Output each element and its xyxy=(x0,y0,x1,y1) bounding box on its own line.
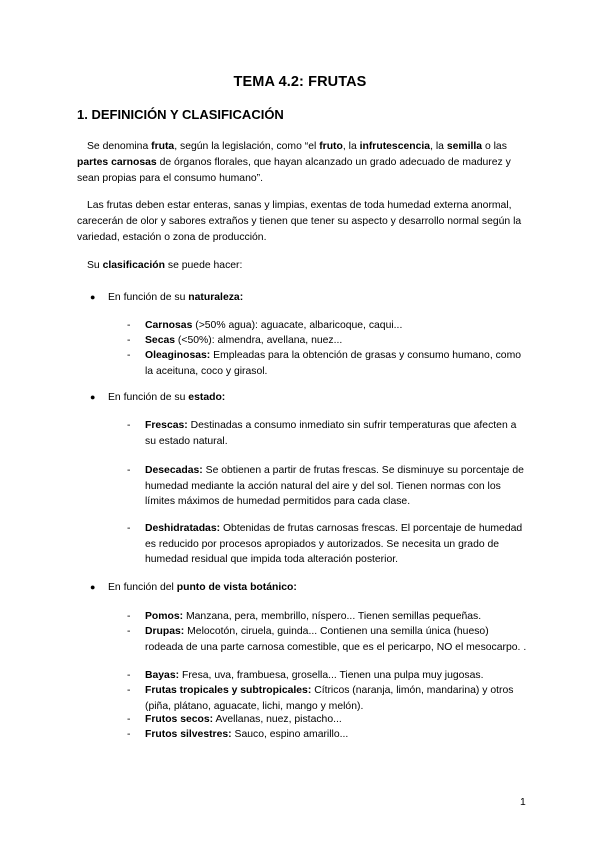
bullet-icon: ● xyxy=(90,392,96,402)
list-item: - Oleaginosas: Empleadas para la obtención de grasas y consumo humano, como la aceituna, coco y girasol. xyxy=(127,350,522,377)
list-item: - Carnosas (>50% agua): aguacate, albaricoque, caqui... xyxy=(127,318,527,334)
document-title: TEMA 4.2: FRUTAS xyxy=(233,74,367,90)
dash-icon: - xyxy=(127,611,131,622)
requirements-paragraph: Las frutas deben estar enteras, sanas y limpias, exentas de toda humedad externa anormal, carecerán de olor y sabores extraños y tienen que tener su aspecto y desarrollo normal según la variedad, estación o zona de producción. xyxy=(77,200,522,244)
dash-icon: - xyxy=(127,350,131,361)
classification-intro: Su clasificación se puede hacer: xyxy=(87,260,243,271)
list-item: - Desecadas: Se obtienen a partir de frutas frescas. Se disminuye su porcentaje de humedad mediante la acción natural del aire y del sol. Tienen normas con los límites máximos de humedad permitidos para cada clase. xyxy=(127,465,524,508)
dash-icon: - xyxy=(127,685,131,696)
list-item: - Frutos secos: Avellanas, nuez, pistacho... xyxy=(127,712,527,728)
list-item: - Deshidratadas: Obtenidas de frutas carnosas frescas. El porcentaje de humedad es reducido por procesos apropiados y autorizados. Se necesita un grado de humedad residual que impida toda alteración posterior. xyxy=(127,523,523,566)
bullet-estado: ● En función de su estado: xyxy=(90,389,225,406)
definition-paragraph: Se denomina fruta, según la legislación, como “el fruto, la infrutescencia, la semilla o las partes carnosas de órganos florales, que hayan alcanzado un grado adecuado de madurez y sean propias para el consumo humano”. xyxy=(77,141,511,185)
dash-icon: - xyxy=(127,420,131,431)
dash-icon: - xyxy=(127,320,131,331)
bullet-naturaleza: ● En función de su naturaleza: xyxy=(90,289,243,306)
dash-icon: - xyxy=(127,465,131,476)
bullet-icon: ● xyxy=(90,582,96,592)
list-item: - Frescas: Destinadas a consumo inmediato sin sufrir temperaturas que afecten a su estado natural. xyxy=(127,420,517,447)
list-item: - Frutos silvestres: Sauco, espino amarillo... xyxy=(127,727,527,743)
bullet-botanico: ● En función del punto de vista botánico: xyxy=(90,579,297,596)
dash-icon: - xyxy=(127,335,131,346)
list-item: - Bayas: Fresa, uva, frambuesa, grosella... Tienen una pulpa muy jugosas. xyxy=(127,668,527,684)
dash-icon: - xyxy=(127,670,131,681)
page-number: 1 xyxy=(520,797,526,808)
dash-icon: - xyxy=(127,729,131,740)
section-heading: 1. DEFINICIÓN Y CLASIFICACIÓN xyxy=(77,107,284,122)
dash-icon: - xyxy=(127,714,131,725)
list-item: - Pomos: Manzana, pera, membrillo, níspero... Tienen semillas pequeñas. xyxy=(127,609,527,625)
dash-icon: - xyxy=(127,523,131,534)
list-item: - Frutas tropicales y subtropicales: Cítricos (naranja, limón, mandarina) y otros (piña, plátano, aguacate, lichi, mango y melón). xyxy=(127,685,514,712)
list-item: - Drupas: Melocotón, ciruela, guinda... Contienen una semilla única (hueso) rodeada de una parte carnosa comestible, que es el pericarpo, NO el mesocarpo. . xyxy=(127,626,527,653)
dash-icon: - xyxy=(127,626,131,637)
bullet-icon: ● xyxy=(90,292,96,302)
list-item: - Secas (<50%): almendra, avellana, nuez... xyxy=(127,333,527,349)
